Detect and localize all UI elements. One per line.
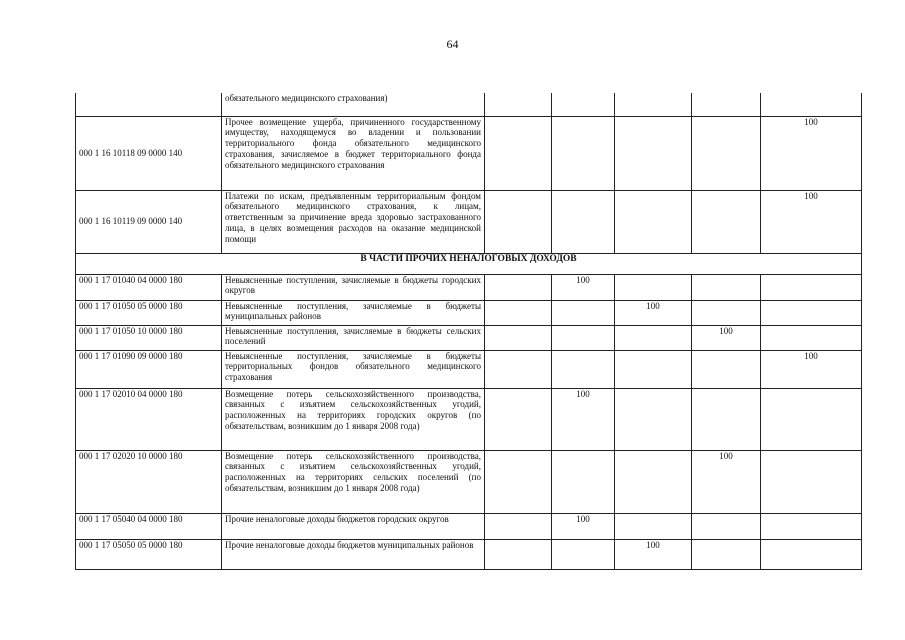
kbk-code-cell: 000 1 17 05050 05 0000 180 <box>76 539 222 569</box>
normative-cell-5 <box>761 325 862 350</box>
normative-cell-5 <box>761 450 862 513</box>
table-row <box>76 350 862 388</box>
kbk-code-cell: 000 1 17 01090 09 0000 180 <box>76 350 222 388</box>
page-number: 64 <box>446 37 459 51</box>
normative-cell-3 <box>615 350 692 388</box>
normative-cell-1 <box>485 388 552 450</box>
table-row <box>76 388 862 450</box>
revenue-classification-table <box>75 93 862 570</box>
kbk-code-cell <box>76 93 222 116</box>
normative-cell-4 <box>692 539 761 569</box>
table-row <box>76 116 862 190</box>
normative-cell-5: 100 <box>761 190 862 253</box>
table-row <box>76 539 862 569</box>
section-header-group <box>76 253 862 274</box>
section-title: В ЧАСТИ ПРОЧИХ НЕНАЛОГОВЫХ ДОХОДОВ <box>76 253 862 274</box>
normative-cell-1 <box>485 190 552 253</box>
normative-cell-3 <box>615 274 692 300</box>
normative-cell-4 <box>692 274 761 300</box>
table-row <box>76 300 862 325</box>
normative-cell-2 <box>552 539 615 569</box>
normative-cell-2 <box>552 190 615 253</box>
normative-cell-4 <box>692 350 761 388</box>
normative-cell-1 <box>485 513 552 539</box>
normative-cell-4: 100 <box>692 450 761 513</box>
kbk-code-cell: 000 1 17 01040 04 0000 180 <box>76 274 222 300</box>
table-row <box>76 513 862 539</box>
normative-cell-4 <box>692 513 761 539</box>
normative-cell-4 <box>692 190 761 253</box>
normative-cell-1 <box>485 539 552 569</box>
normative-cell-1 <box>485 325 552 350</box>
normative-cell-4 <box>692 93 761 116</box>
kbk-code-cell: 000 1 17 02010 04 0000 180 <box>76 388 222 450</box>
income-description-cell: Возмещение потерь сельскохозяйственного производства, связанных с изъятием сельскохозяйственных угодий, расположенных на территориях сельских поселений (по обязательствам, возникшим до 1 января 2008 года) <box>222 450 485 513</box>
normative-cell-3 <box>615 450 692 513</box>
normative-cell-5 <box>761 274 862 300</box>
normative-cell-2 <box>552 450 615 513</box>
normative-cell-5: 100 <box>761 116 862 190</box>
normative-cell-4 <box>692 388 761 450</box>
normative-cell-3 <box>615 190 692 253</box>
table-row <box>76 190 862 253</box>
normative-cell-5 <box>761 300 862 325</box>
normative-cell-5 <box>761 93 862 116</box>
normative-cell-1 <box>485 300 552 325</box>
income-description-cell: Невыясненные поступления, зачисляемые в бюджеты муниципальных районов <box>222 300 485 325</box>
normative-cell-5 <box>761 388 862 450</box>
normative-cell-2: 100 <box>552 388 615 450</box>
income-description-cell: Возмещение потерь сельскохозяйственного производства, связанных с изъятием сельскохозяйственных угодий, расположенных на территориях городских округов (по обязательствам, возникшим до 1 января 2008 года) <box>222 388 485 450</box>
normative-cell-1 <box>485 350 552 388</box>
income-description-cell: Невыясненные поступления, зачисляемые в бюджеты городских округов <box>222 274 485 300</box>
normative-cell-2 <box>552 116 615 190</box>
table-row <box>76 93 862 116</box>
normative-cell-5 <box>761 513 862 539</box>
income-description-cell: обязательного медицинского страхования) <box>222 93 485 116</box>
normative-cell-3 <box>615 325 692 350</box>
kbk-code-cell: 000 1 17 05040 04 0000 180 <box>76 513 222 539</box>
income-description-cell: Невыясненные поступления, зачисляемые в бюджеты территориальных фондов обязательного медицинского страхования <box>222 350 485 388</box>
normative-cell-4 <box>692 116 761 190</box>
normative-cell-4: 100 <box>692 325 761 350</box>
normative-cell-3 <box>615 388 692 450</box>
normative-cell-1 <box>485 116 552 190</box>
income-description-cell: Прочие неналоговые доходы бюджетов муниципальных районов <box>222 539 485 569</box>
income-description-cell: Платежи по искам, предъявленным территориальным фондом обязательного медицинского страхования, к лицам, ответственным за причинение вреда здоровью застрахованного лица, в целях возмещения расходов на оказание медицинской помощи <box>222 190 485 253</box>
normative-cell-2 <box>552 93 615 116</box>
kbk-code-cell: 000 1 17 01050 10 0000 180 <box>76 325 222 350</box>
kbk-code-cell: 000 1 17 02020 10 0000 180 <box>76 450 222 513</box>
normative-cell-3: 100 <box>615 300 692 325</box>
normative-cell-1 <box>485 450 552 513</box>
normative-cell-3: 100 <box>615 539 692 569</box>
income-description-cell: Прочее возмещение ущерба, причиненного государственному имуществу, находящемуся во владении и пользовании территориального фонда обязательного медицинского страхования, зачисляемое в бюджет территориального фонда обязательного медицинского страхования <box>222 116 485 190</box>
normative-cell-2 <box>552 350 615 388</box>
normative-cell-1 <box>485 93 552 116</box>
kbk-code-cell: 000 1 17 01050 05 0000 180 <box>76 300 222 325</box>
normative-cell-2: 100 <box>552 513 615 539</box>
normative-cell-5 <box>761 539 862 569</box>
normative-cell-3 <box>615 513 692 539</box>
section-header-row <box>76 253 862 274</box>
normative-cell-3 <box>615 116 692 190</box>
kbk-code-cell: 000 1 16 10119 09 0000 140 <box>76 190 222 253</box>
table-row <box>76 450 862 513</box>
table-row <box>76 325 862 350</box>
kbk-code-cell: 000 1 16 10118 09 0000 140 <box>76 116 222 190</box>
table-row <box>76 274 862 300</box>
income-description-cell: Невыясненные поступления, зачисляемые в бюджеты сельских поселений <box>222 325 485 350</box>
normative-cell-1 <box>485 274 552 300</box>
normative-cell-2: 100 <box>552 274 615 300</box>
normative-cell-4 <box>692 300 761 325</box>
normative-cell-2 <box>552 300 615 325</box>
normative-cell-2 <box>552 325 615 350</box>
income-description-cell: Прочие неналоговые доходы бюджетов городских округов <box>222 513 485 539</box>
table-body-before-section <box>76 93 862 253</box>
table-body-after-section <box>76 274 862 569</box>
normative-cell-3 <box>615 93 692 116</box>
normative-cell-5: 100 <box>761 350 862 388</box>
